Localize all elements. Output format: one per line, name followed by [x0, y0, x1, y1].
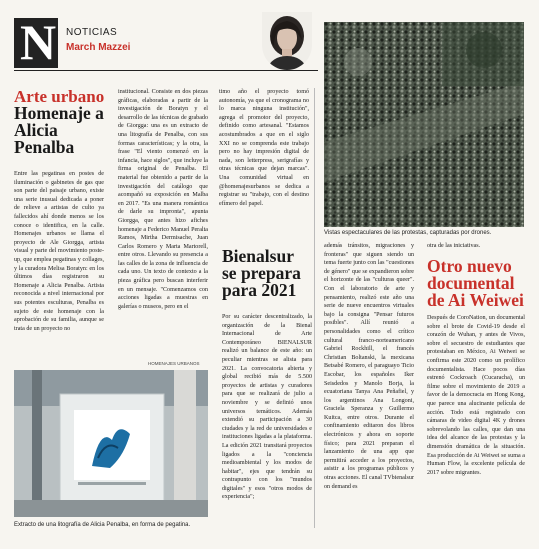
article1-column-3: timo año el proyecto tomó autonomía, ya que el cronograma no lo marca ninguna institución", agrega el promotor del proyecto, definido como artesanal. "Estamos acostumbrados a que en el siglo XXI no se comprenda este trabajo pero no hay impresión digital de nada, son letterpress, serigrafías y otras técnicas que dejan marcas". Una comunidad virtual en @homenajesurbanos se dedica a registrar su "trabajo, con el destino efímero del papel.: [219, 89, 309, 207]
protest-drone-photo: [324, 22, 524, 227]
article2-column-3-top: otra de las iniciativas.: [427, 243, 481, 249]
section-logo: [14, 14, 58, 70]
article1-column-2: institucional. Consiste en dos piezas gráficas, elaboradas a partir de la investigación de Boratyn y el desarrollo de las técnicas de grabado de Giorgga: una es un extracto de una litografía de Penalba, con sus formas características; y la otra, la frase "El viento comenzó en la infancia, hace siglos", que incluye la firma original de Penalba. El material fue obtenido a partir de la investigación del catálogo que acompañó su exposición en Malba en 2017. "Es una manera romántica de darle su impronta", apunta Giorgga, que antes hizo afiches homenaje a Federico Manuel Peralta Ramos, Mirtha Dermisache, Juan Carlos Romero y Marta Martorell, entre otros. Llevando su presencia a las calles de la zona de influencia de cada uno. Un texto de contexto a la pieza gráfica pero buscan interferir en un mensaje. "Comenzamos con acciones ligadas a muestras en galerías o museos, pero en el: [118, 89, 208, 310]
article3-title: Otro nuevo documental de Ai Weiwei: [427, 256, 524, 310]
article2-title: Bienalsur se prepara para 2021: [222, 246, 301, 300]
section-name: NOTICIAS: [66, 27, 118, 38]
article2-column-2: además tránsitos, migraciones y fronteras" que siguen siendo un tema fuerte junto con las "cuestiones de género" que se expandieron sobre el horizonte de las "culturas queer". Con el laboratorio de arte y pensamiento, realizó este año una serie de nueve encuentros virtuales bajo la consigna "Pensar futuros posibles". Allí reunió a personalidades como el crítico cultural franco-norteamericano Gabriel Rockhill, el francés Christian Boltanski, la mexicana Betsabé Romero, el paraguayo Ticio Escobar, los españoles Iker Seisdedos y Manolo Borja, la ecuatoriana Tanya Ana Peñafiel, y los argentinos Ana Longoni, Graciela Speranza y Guillermo Kuitca, entre otros. Durante el confinamiento editaron dos libros electrónicos y ahora en soporte físico; para 2021 preparan el lanzamiento de una app que permitirá acceder a los proyectos, asistir a los programas públicos y otras acciones. El canal TVbienalsur on demand es: [324, 243, 414, 490]
author-portrait: [262, 12, 312, 70]
author-name: March Mazzei: [66, 42, 131, 53]
protest-photo-caption: Vistas espectaculares de las protestas, capturadas por drones.: [324, 230, 492, 236]
article1-column-1: Entre las pegatinas en postes de iluminación o gabinetes de gas que son parte del paisaje urbano, existe una serie inusual dedicada a poner de relieve a artistas de culto ya fallecidos ahí donde menos se los conoce o identifica, en la calle. Homenajes urbanos se llama el proyecto de Ale Giorgga, artista visual y parte del movimiento poste-up, que emplea pegatinas y collages, y la curadora Melisa Boratyn: en los últimos días registraron su Homenaje a Alicia Penalba. Artista reconocida a nivel internacional por sus potentes esculturas, Penalba es sujeto de este homenaje con la aprobación de su familia, aunque se trata de un proyecto no: [14, 171, 104, 332]
sticker-photo-caption: Extracto de una litografía de Alicia Penalba, en forma de pegatina.: [14, 522, 191, 528]
article1-kicker: Arte urbano: [14, 87, 105, 106]
article3-body: Después de CoroNation, un documental sobre el brote de Covid-19 desde el corazón de Wuhan, y antes de Vivos, sobre el secuestro de estudiantes que protestaban en México, Ai Weiwei se confirma este 2020 como un prolífico documentalista. Hace pocos días estrenó Cockroach (Cucaracha), un filme sobre el movimiento de 2019 a favor de la democracia en Hong Kong, que parece una alucinante película de acción. Todo está registrado con cámaras de video digital 4K y drones sobrevolando las calles, que dan una idea del alcance de las protestas y la dimensión dramática de la situación. Esa producción de Ai Weiwei se suma a Human Flow, la excelente película de 2017 sobre migrantes.: [427, 315, 525, 476]
column-divider: [314, 88, 315, 528]
article2-column-1: Por su carácter descentralizado, la organización de la Bienal Internacional de Arte Contemporáneo BIENALSUR realizó un balance de este año: un peculiar mientras se alista para 2021. La convocatoria abierta y global recibió más de 5.500 proyectos de artistas y curadores para que se realizará de julio a noviembre y se definió unos universos temáticos. Además extendió su participación a 30 ciudades y la red de universidades e instituciones ligadas a la plataforma. La edición 2021 transitará proyectos ligados a la "conciencia medioambiental y los modos de habitar", ejes que tendrán su contrapunto con los "mundos digitales" y esos "otros modos de experiencia";: [222, 314, 312, 501]
header-divider: [14, 70, 318, 71]
photo-credit-tag: HOMENAJES URBANOS: [148, 361, 200, 366]
sticker-photo: [14, 370, 208, 517]
article1-title: Homenaje a Alicia Penalba: [14, 103, 104, 157]
section-logo-letter: N: [20, 14, 57, 70]
